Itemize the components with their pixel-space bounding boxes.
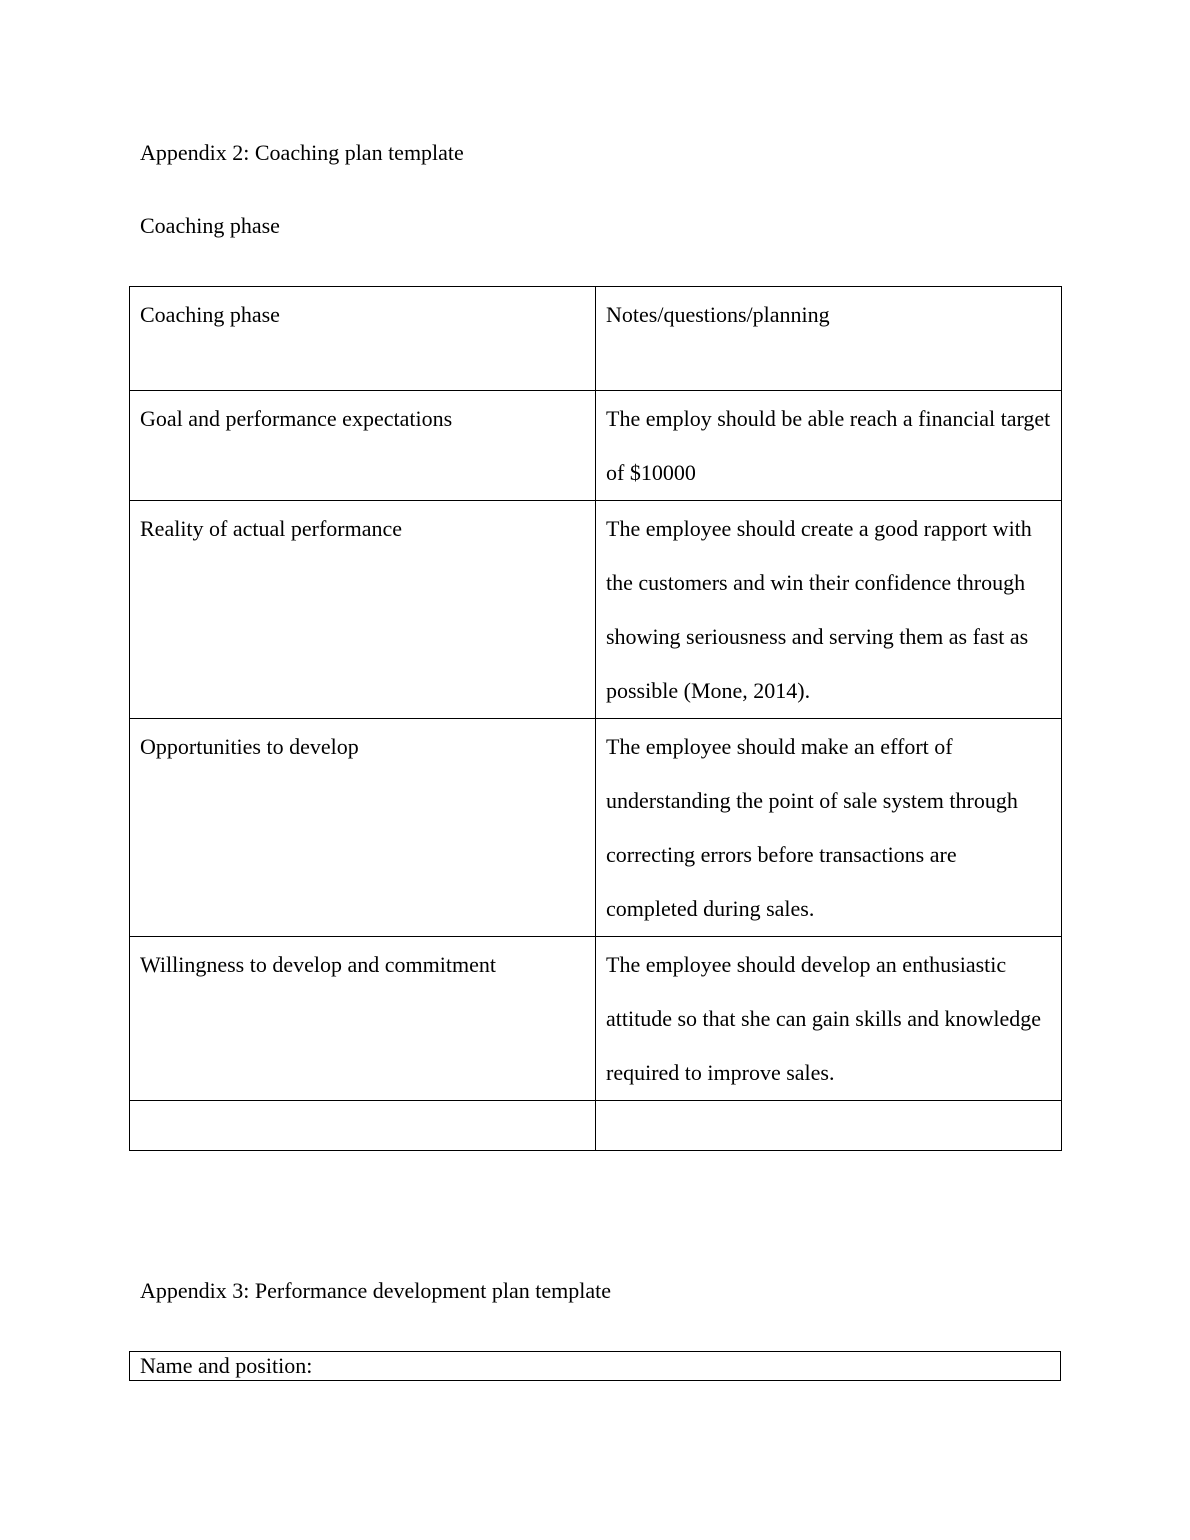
performance-development-table: [129, 1351, 1061, 1381]
appendix-2-title: Appendix 2: Coaching plan template: [140, 140, 464, 165]
notes-cell: The employee should create a good rapport with the customers and win their confidence through showing seriousness and serving them as fast as possible (Mone, 2014).: [596, 501, 1062, 719]
phase-cell: [130, 1101, 596, 1151]
phase-cell: Opportunities to develop: [130, 719, 596, 937]
table-row-empty: [130, 1101, 1062, 1151]
notes-cell: The employee should make an effort of understanding the point of sale system through correcting errors before transactions are completed during sales.: [596, 719, 1062, 937]
notes-cell: The employ should be able reach a financial target of $10000: [596, 391, 1062, 501]
table-row: [130, 501, 1062, 719]
notes-cell: The employee should develop an enthusiastic attitude so that she can gain skills and knowledge required to improve sales.: [596, 937, 1062, 1101]
name-position-cell: Name and position:: [130, 1352, 1061, 1381]
table-header-row: [130, 287, 1062, 391]
table-row: [130, 937, 1062, 1101]
header-cell-notes: Notes/questions/planning: [596, 287, 1062, 391]
table-row: [130, 1352, 1061, 1381]
phase-cell: Willingness to develop and commitment: [130, 937, 596, 1101]
header-cell-coaching-phase: Coaching phase: [130, 287, 596, 391]
coaching-plan-table: [129, 286, 1062, 1151]
table-row: [130, 391, 1062, 501]
notes-cell: [596, 1101, 1062, 1151]
appendix-3-title: Appendix 3: Performance development plan template: [140, 1278, 612, 1303]
coaching-phase-subtitle: Coaching phase: [140, 213, 280, 238]
phase-cell: Reality of actual performance: [130, 501, 596, 719]
table-row: [130, 719, 1062, 937]
phase-cell: Goal and performance expectations: [130, 391, 596, 501]
